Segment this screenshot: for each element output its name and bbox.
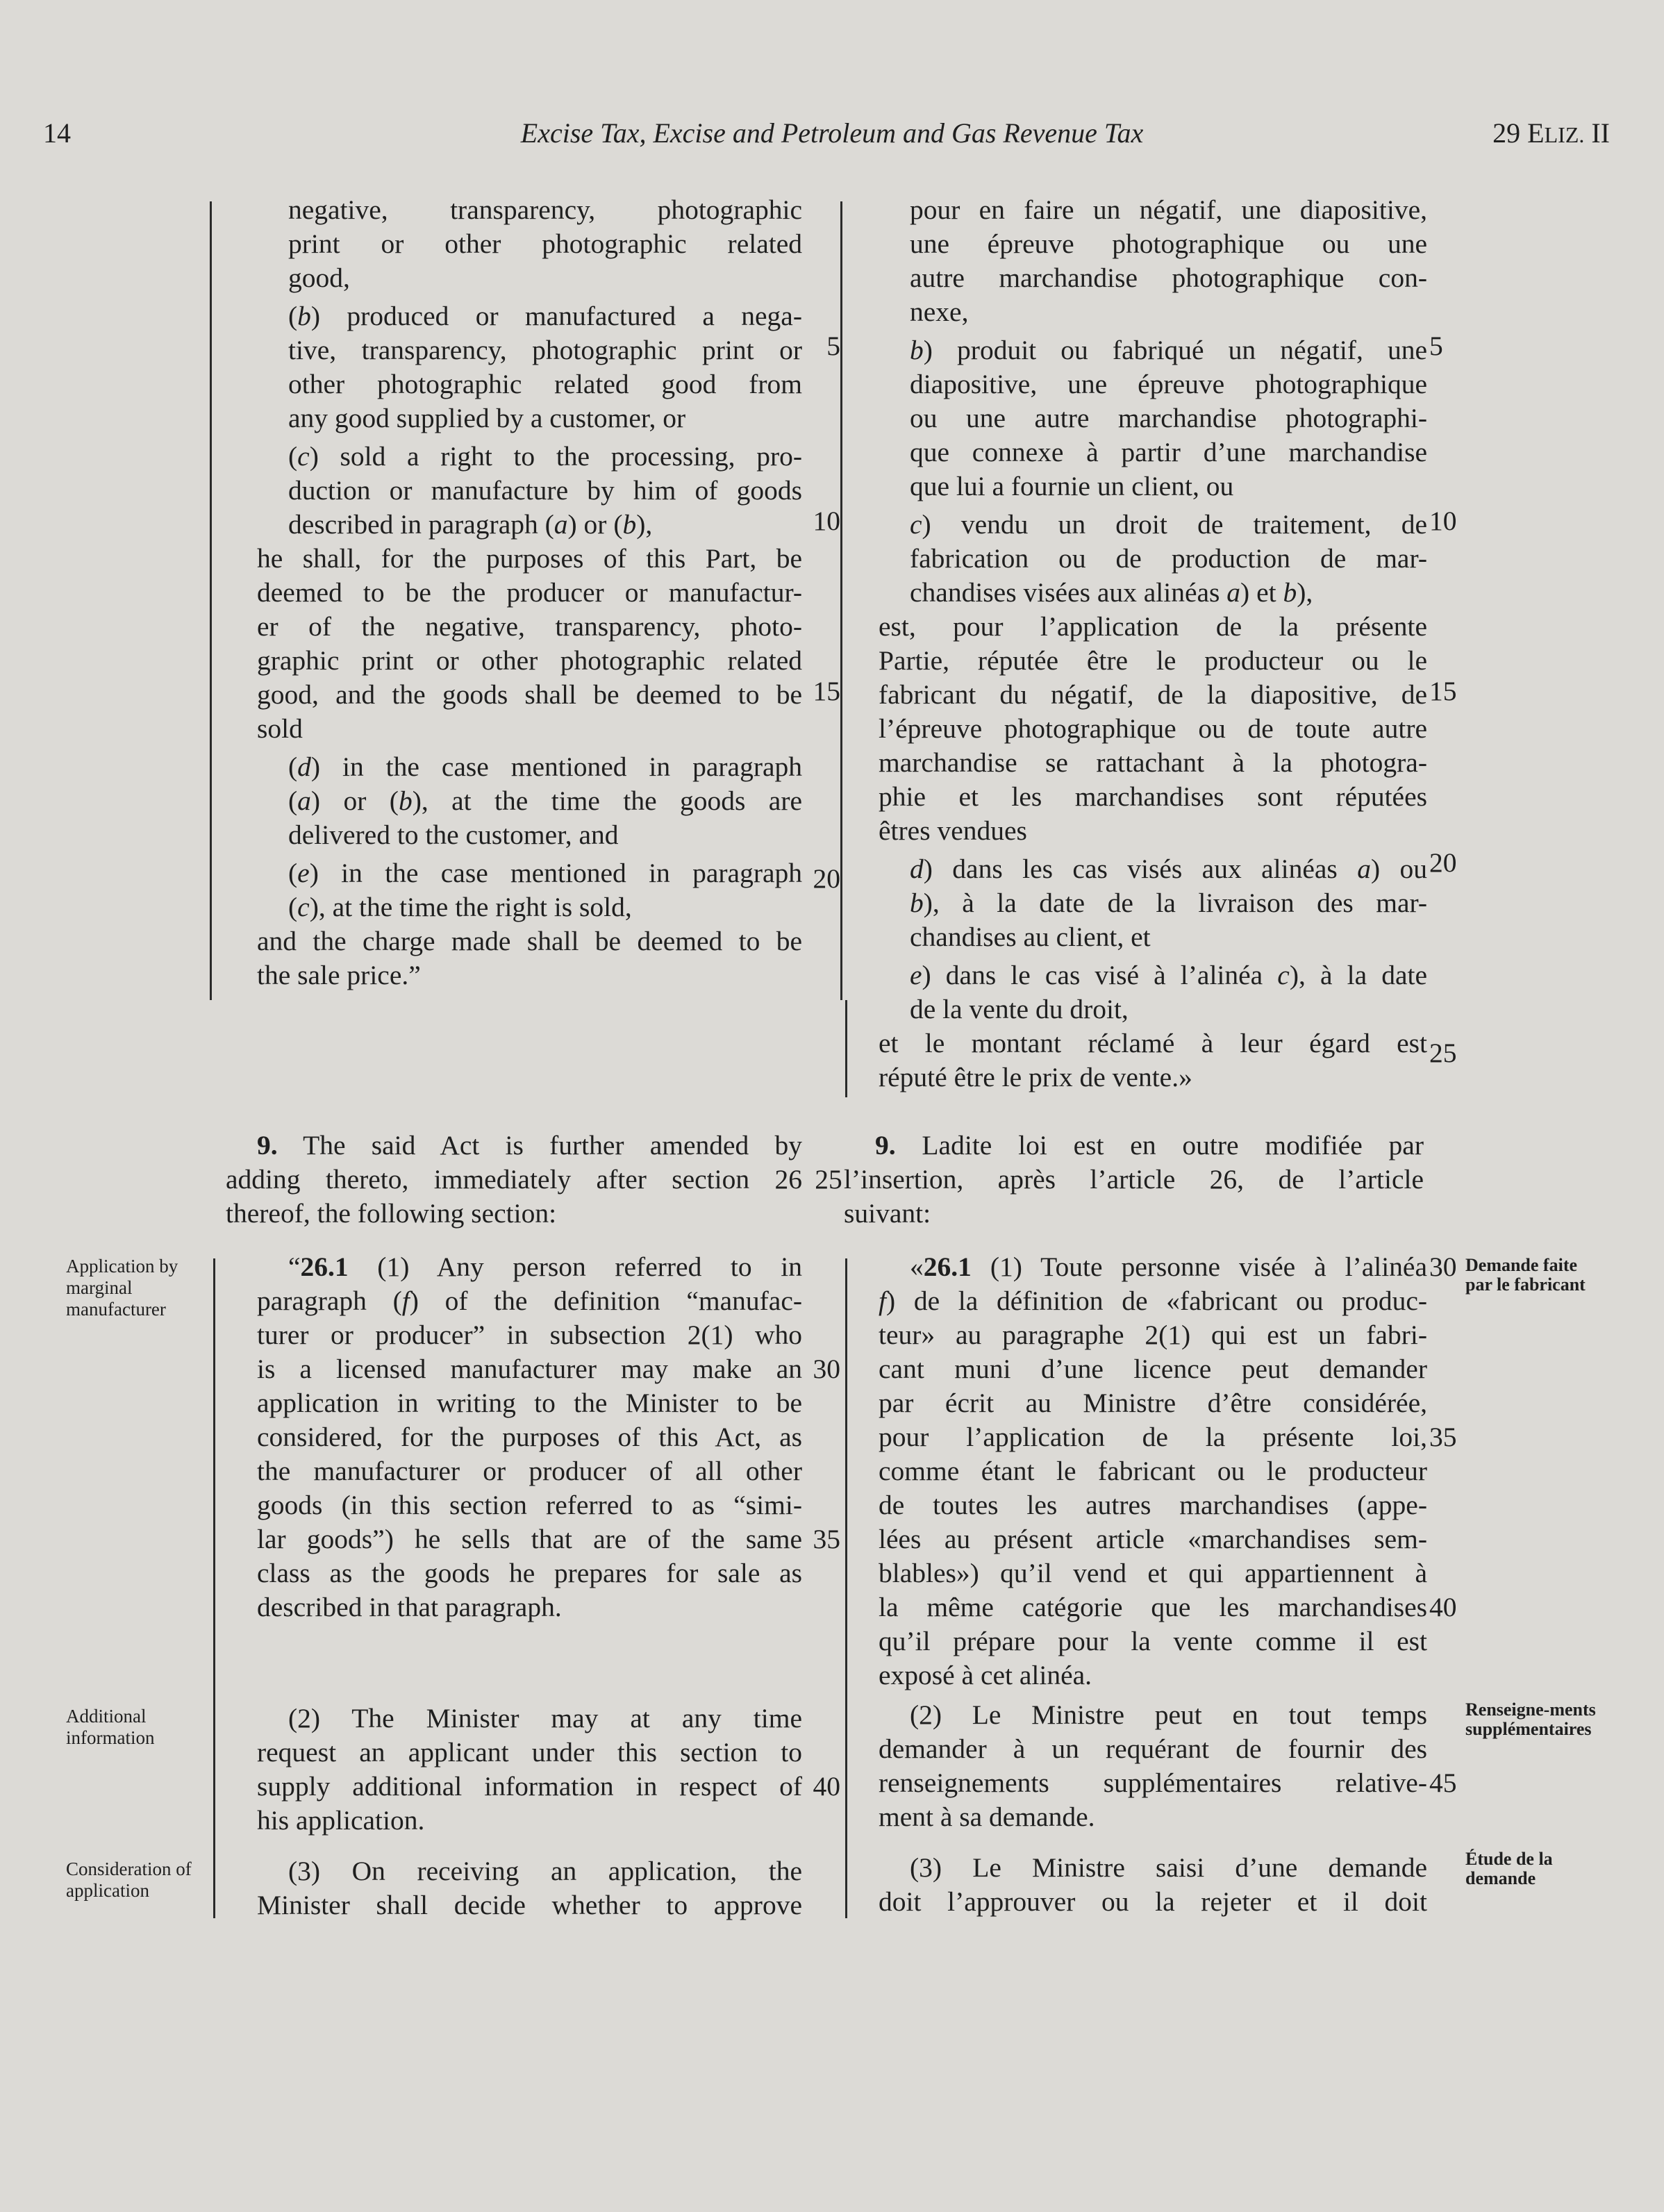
text-line: (c), at the time the right is sold, xyxy=(288,892,632,922)
page-number: 14 xyxy=(43,117,71,149)
line-number: 15 xyxy=(1429,676,1457,706)
text-line: ou une autre marchandise photographi- xyxy=(910,403,1427,433)
center-rule-top-french xyxy=(845,1000,847,1097)
text-line: c) vendu un droit de traitement, de xyxy=(910,509,1427,540)
text-line: duction or manufacture by him of goods xyxy=(288,475,802,506)
french-subsection-3 xyxy=(879,1851,1427,1919)
text-line: (2) The Minister may at any time xyxy=(288,1703,802,1733)
text-line: autre marchandise photographique con- xyxy=(910,263,1427,293)
line-number: 45 xyxy=(1429,1768,1457,1798)
text-line: (c) sold a right to the processing, pro- xyxy=(288,441,802,472)
text-line: sold xyxy=(257,713,303,744)
text-line: thereof, the following section: xyxy=(226,1198,557,1229)
text-line: adding thereto, immediately after section 26 xyxy=(226,1164,802,1195)
text-line: deemed to be the producer or manufactur- xyxy=(257,577,802,608)
center-rule-top xyxy=(840,201,842,1000)
french-section-9 xyxy=(844,1129,1424,1231)
text-line: class as the goods he prepares for sale as xyxy=(257,1558,802,1588)
line-number: 25 xyxy=(1429,1038,1457,1068)
text-line: f) de la définition de «fabricant ou produc- xyxy=(879,1286,1427,1316)
text-line: graphic print or other photographic related xyxy=(257,645,802,676)
text-line: he shall, for the purposes of this Part, be xyxy=(257,543,802,574)
text-line: (2) Le Ministre peut en tout temps xyxy=(910,1699,1427,1730)
line-number: 30 xyxy=(813,1354,840,1384)
left-rule-bottom xyxy=(213,1258,215,1918)
text-line: “26.1 (1) Any person referred to in xyxy=(288,1251,802,1282)
french-subsection-2 xyxy=(879,1698,1427,1834)
text-line: la même catégorie que les marchandises xyxy=(879,1592,1427,1622)
text-line: 9. The said Act is further amended by xyxy=(257,1130,802,1161)
text-line: pour en faire un négatif, une diapositive, xyxy=(910,194,1427,225)
text-line: (e) in the case mentioned in paragraph xyxy=(288,858,802,888)
text-line: comme étant le fabricant ou le producteur xyxy=(879,1456,1427,1486)
text-line: the sale price.” xyxy=(257,960,421,990)
text-line: request an applicant under this section to xyxy=(257,1737,802,1768)
text-line: turer or producer” in subsection 2(1) who xyxy=(257,1320,802,1350)
text-line: d) dans les cas visés aux alinéas a) ou xyxy=(910,854,1427,884)
text-line: ment à sa demande. xyxy=(879,1802,1095,1832)
text-line: teur» au paragraphe 2(1) qui est un fabri- xyxy=(879,1320,1427,1350)
line-number: 35 xyxy=(1429,1422,1457,1452)
english-section-26-1 xyxy=(257,1250,802,1624)
line-number: 20 xyxy=(1429,847,1457,878)
line-number: 5 xyxy=(826,331,840,361)
text-line: (3) Le Ministre saisi d’une demande xyxy=(910,1852,1427,1883)
line-number: 20 xyxy=(813,863,840,894)
french-top-block xyxy=(879,193,1427,1095)
text-line: b) produit ou fabriqué un négatif, une xyxy=(910,335,1427,365)
text-line: (d) in the case mentioned in paragraph xyxy=(288,751,802,782)
text-line: demander à un requérant de fournir des xyxy=(879,1733,1427,1764)
text-line: good, xyxy=(288,263,350,293)
text-line: supply additional information in respect of xyxy=(257,1771,802,1802)
text-line: described in paragraph (a) or (b), xyxy=(288,509,653,540)
text-line: de toutes les autres marchandises (appe- xyxy=(879,1490,1427,1520)
text-line: qu’il prépare pour la vente comme il est xyxy=(879,1626,1427,1656)
text-line: Minister shall decide whether to approve xyxy=(257,1890,802,1920)
text-line: blables») qu’il vend et qui appartiennent à xyxy=(879,1558,1427,1588)
text-line: cant muni d’une licence peut demander xyxy=(879,1354,1427,1384)
text-line: est, pour l’application de la présente xyxy=(879,611,1427,642)
text-line: par écrit au Ministre d’être considérée, xyxy=(879,1388,1427,1418)
text-line: and the charge made shall be deemed to be xyxy=(257,926,802,956)
line-number: 30 xyxy=(1429,1251,1457,1282)
text-line: l’insertion, après l’article 26, de l’article xyxy=(844,1164,1424,1195)
text-line: que connexe à partir d’une marchandise xyxy=(910,437,1427,467)
english-subsection-3 xyxy=(257,1854,802,1922)
text-line: delivered to the customer, and xyxy=(288,820,619,850)
margin-note-demande: Demande faite par le fabricant xyxy=(1465,1255,1586,1295)
center-rule-bottom xyxy=(845,1258,847,1918)
text-line: chandises au client, et xyxy=(910,922,1151,952)
text-line: his application. xyxy=(257,1805,425,1836)
text-line: une épreuve photographique ou une xyxy=(910,228,1427,259)
line-number-shared: 25 xyxy=(815,1164,842,1195)
text-line: réputé être le prix de vente.» xyxy=(879,1062,1192,1092)
text-line: êtres vendues xyxy=(879,815,1027,846)
text-line: e) dans le cas visé à l’alinéa c), à la date xyxy=(910,960,1427,990)
text-line: any good supplied by a customer, or xyxy=(288,403,686,433)
text-line: renseignements supplémentaires relative- xyxy=(879,1768,1427,1798)
margin-note-application: Application by marginal manufacturer xyxy=(66,1256,178,1320)
line-number: 35 xyxy=(813,1524,840,1554)
text-line: print or other photographic related xyxy=(288,228,802,259)
text-line: lées au présent article «marchandises sem- xyxy=(879,1524,1427,1554)
text-line: considered, for the purposes of this Act, as xyxy=(257,1422,802,1452)
margin-note-etude: Étude de la demande xyxy=(1465,1849,1553,1888)
text-line: the manufacturer or producer of all other xyxy=(257,1456,802,1486)
line-number: 40 xyxy=(813,1771,840,1802)
text-line: exposé à cet alinéa. xyxy=(879,1660,1092,1690)
text-line: Partie, réputée être le producteur ou le xyxy=(879,645,1427,676)
margin-note-additional: Additional information xyxy=(66,1706,155,1748)
text-line: 9. Ladite loi est en outre modifiée par xyxy=(875,1130,1424,1161)
line-number: 10 xyxy=(813,506,840,536)
text-line: paragraph (f) of the definition “manufac- xyxy=(257,1286,803,1316)
french-section-26-1 xyxy=(879,1250,1427,1693)
text-line: fabrication ou de production de mar- xyxy=(910,543,1427,574)
text-line: phie et les marchandises sont réputées xyxy=(879,781,1427,812)
text-line: (a) or (b), at the time the goods are xyxy=(288,785,803,816)
text-line: «26.1 (1) Toute personne visée à l’alinéa xyxy=(910,1251,1427,1282)
line-number: 15 xyxy=(813,676,840,706)
english-section-9 xyxy=(226,1129,802,1231)
text-line: nexe, xyxy=(910,297,969,327)
margin-note-renseignements: Renseigne-ments supplémentaires xyxy=(1465,1699,1596,1739)
text-line: good, and the goods shall be deemed to be xyxy=(257,679,802,710)
english-top-block xyxy=(257,193,802,992)
text-line: negative, transparency, photographic xyxy=(288,194,802,225)
text-line: lar goods”) he sells that are of the same xyxy=(257,1524,802,1554)
text-line: described in that paragraph. xyxy=(257,1592,562,1622)
text-line: l’épreuve photographique ou de toute autre xyxy=(879,713,1427,744)
text-line: chandises visées aux alinéas a) et b), xyxy=(910,577,1313,608)
text-line: fabricant du négatif, de la diapositive, de xyxy=(879,679,1427,710)
text-line: que lui a fournie un client, ou xyxy=(910,471,1234,501)
english-subsection-2 xyxy=(257,1702,802,1838)
line-number: 10 xyxy=(1429,506,1457,536)
text-line: tive, transparency, photographic print or xyxy=(288,335,802,365)
regnal-year: 29 ELIZ. II xyxy=(1492,117,1610,149)
text-line: pour l’application de la présente loi, xyxy=(879,1422,1427,1452)
text-line: marchandise se rattachant à la photogra- xyxy=(879,747,1427,778)
line-number: 40 xyxy=(1429,1592,1457,1622)
text-line: et le montant réclamé à leur égard est xyxy=(879,1028,1427,1058)
text-line: (3) On receiving an application, the xyxy=(288,1856,802,1886)
margin-note-consideration: Consideration of application xyxy=(66,1858,192,1901)
text-line: application in writing to the Minister to be xyxy=(257,1388,802,1418)
text-line: suivant: xyxy=(844,1198,931,1229)
line-number: 5 xyxy=(1429,331,1443,361)
text-line: (b) produced or manufactured a nega- xyxy=(288,301,802,331)
text-line: other photographic related good from xyxy=(288,369,802,399)
text-line: doit l’approuver ou la rejeter et il doit xyxy=(879,1886,1427,1917)
text-line: diapositive, une épreuve photographique xyxy=(910,369,1427,399)
text-line: b), à la date de la livraison des mar- xyxy=(910,888,1427,918)
text-line: is a licensed manufacturer may make an xyxy=(257,1354,802,1384)
running-title: Excise Tax, Excise and Petroleum and Gas Revenue Tax xyxy=(520,117,1144,149)
text-line: de la vente du droit, xyxy=(910,994,1129,1024)
text-line: er of the negative, transparency, photo- xyxy=(257,611,802,642)
text-line: goods (in this section referred to as “simi- xyxy=(257,1490,802,1520)
left-rule-top xyxy=(210,201,212,1000)
